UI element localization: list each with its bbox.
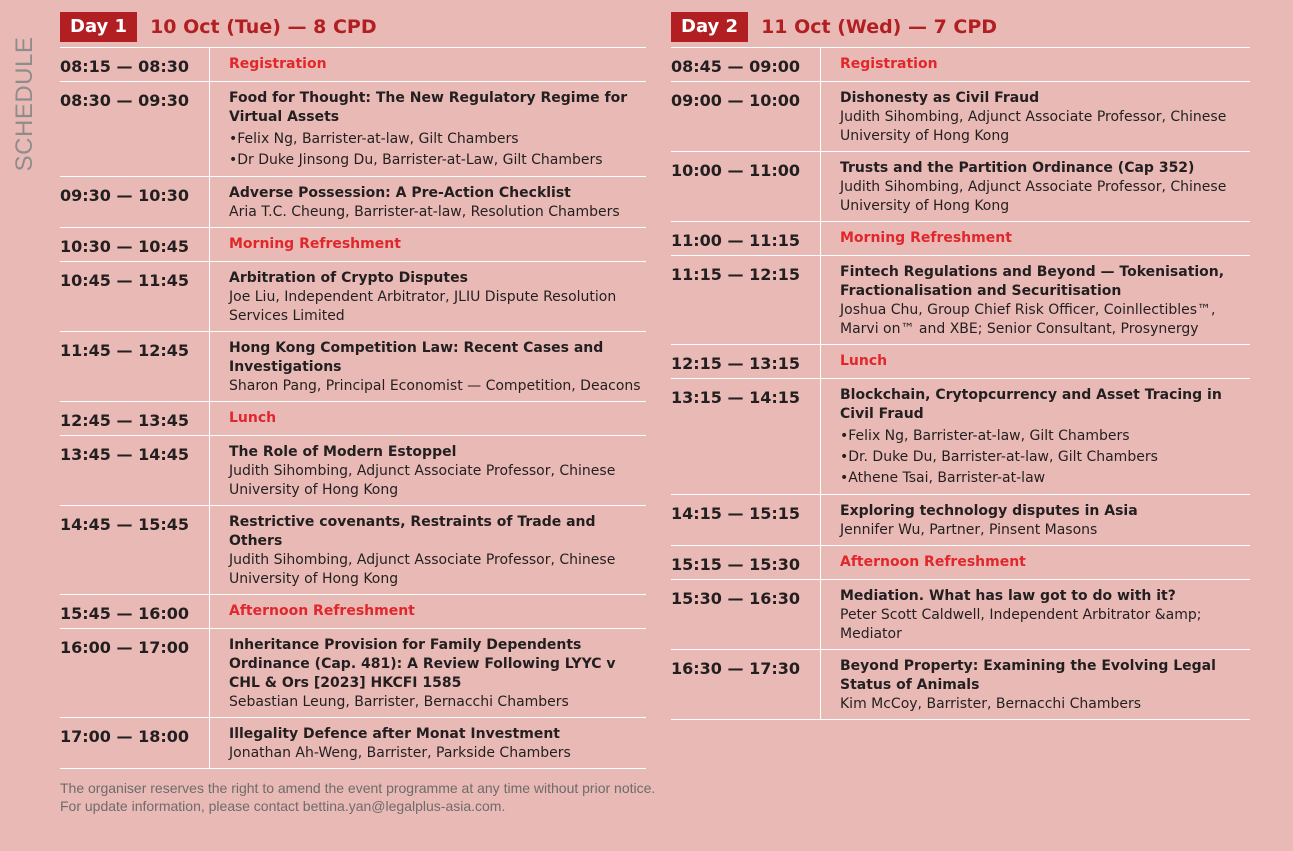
break-label: Afternoon Refreshment: [229, 603, 415, 619]
session-row: [60, 177, 646, 228]
session-title: Exploring technology disputes in Asia: [840, 503, 1138, 519]
session-time: 10:30 — 10:45: [60, 228, 210, 261]
break-label: Lunch: [229, 410, 277, 426]
session-content: [210, 629, 646, 717]
speaker-list-item: • Dr. Duke Du, Barrister-at-law, Gilt Chambers: [840, 447, 1250, 468]
break-row: [60, 402, 646, 436]
session-content: [210, 402, 646, 435]
session-content: [210, 82, 646, 176]
schedule-label-text: SCHEDULE: [11, 36, 38, 172]
session-row: [671, 580, 1250, 650]
session-row: [60, 332, 646, 402]
session-content: [821, 152, 1250, 221]
session-content: [210, 718, 646, 768]
session-time: 13:45 — 14:45: [60, 436, 210, 505]
break-label: Registration: [840, 56, 938, 72]
session-time: 08:15 — 08:30: [60, 48, 210, 81]
session-title: Hong Kong Competition Law: Recent Cases and Investigations: [229, 340, 604, 375]
session-time: 09:00 — 10:00: [671, 82, 821, 151]
day-1-schedule: [60, 47, 646, 769]
session-time: 14:15 — 15:15: [671, 495, 821, 545]
session-content: [821, 345, 1250, 378]
day-2-header: [671, 12, 1250, 42]
day-2-schedule: [671, 47, 1250, 720]
break-row: [60, 48, 646, 82]
session-title: Food for Thought: The New Regulatory Regime for Virtual Assets: [229, 90, 628, 125]
session-row: [60, 629, 646, 718]
day-1-header: [60, 12, 646, 42]
break-row: [671, 546, 1250, 580]
session-title: Fintech Regulations and Beyond — Tokenisation, Fractionalisation and Securitisation: [840, 264, 1225, 299]
session-row: [671, 495, 1250, 546]
session-title: Inheritance Provision for Family Dependents Ordinance (Cap. 481): A Review Following LYYC v CHL & Ors [2023] HKCFI 1585: [229, 637, 616, 691]
speaker-list: [229, 129, 646, 171]
speaker-list-item: • Felix Ng, Barrister-at-law, Gilt Chambers: [229, 129, 646, 150]
break-row: [671, 345, 1250, 379]
day-2-badge: Day 2: [671, 12, 748, 42]
break-label: Registration: [229, 56, 327, 72]
session-content: [821, 546, 1250, 579]
session-time: 10:00 — 11:00: [671, 152, 821, 221]
session-title: Mediation. What has law got to do with it?: [840, 588, 1176, 604]
session-content: [210, 228, 646, 261]
speaker-list: [840, 426, 1250, 489]
session-time: 15:30 — 16:30: [671, 580, 821, 649]
session-time: 15:45 — 16:00: [60, 595, 210, 628]
break-row: [671, 222, 1250, 256]
session-time: 16:00 — 17:00: [60, 629, 210, 717]
session-content: [821, 222, 1250, 255]
session-speaker: Judith Sihombing, Adjunct Associate Professor, Chinese University of Hong Kong: [840, 109, 1227, 144]
session-content: [821, 82, 1250, 151]
session-row: [671, 650, 1250, 720]
session-row: [60, 506, 646, 595]
session-content: [821, 256, 1250, 344]
session-content: [821, 495, 1250, 545]
session-title: Blockchain, Crytopcurrency and Asset Tracing in Civil Fraud: [840, 387, 1222, 422]
session-title: The Role of Modern Estoppel: [229, 444, 457, 460]
schedule-side-label: [10, 36, 40, 172]
session-row: [671, 82, 1250, 152]
session-time: 13:15 — 14:15: [671, 379, 821, 494]
session-time: 11:00 — 11:15: [671, 222, 821, 255]
session-content: [210, 262, 646, 331]
footer-note: [60, 779, 655, 815]
session-title: Restrictive covenants, Restraints of Trade and Others: [229, 514, 596, 549]
footer-disclaimer: The organiser reserves the right to amend the event programme at any time without prior notice.: [60, 780, 656, 796]
session-time: 17:00 — 18:00: [60, 718, 210, 768]
session-content: [210, 595, 646, 628]
session-speaker: Peter Scott Caldwell, Independent Arbitrator &amp; Mediator: [840, 607, 1202, 642]
session-row: [60, 82, 646, 177]
session-speaker: Jennifer Wu, Partner, Pinsent Masons: [840, 522, 1098, 538]
session-content: [821, 650, 1250, 719]
session-speaker: Joshua Chu, Group Chief Risk Officer, Coinllectibles™, Marvi on™ and XBE; Senior Consultant, Prosynergy: [840, 302, 1216, 337]
break-row: [60, 228, 646, 262]
session-speaker: Judith Sihombing, Adjunct Associate Professor, Chinese University of Hong Kong: [840, 179, 1227, 214]
session-content: [210, 506, 646, 594]
session-time: 11:45 — 12:45: [60, 332, 210, 401]
break-row: [60, 595, 646, 629]
session-content: [210, 332, 646, 401]
session-speaker: Joe Liu, Independent Arbitrator, JLIU Dispute Resolution Services Limited: [229, 289, 617, 324]
break-label: Afternoon Refreshment: [840, 554, 1026, 570]
session-row: [671, 379, 1250, 495]
day-2-title: 11 Oct (Wed) — 7 CPD: [761, 16, 998, 38]
session-title: Illegality Defence after Monat Investment: [229, 726, 560, 742]
session-speaker: Sebastian Leung, Barrister, Bernacchi Chambers: [229, 694, 569, 710]
session-title: Trusts and the Partition Ordinance (Cap 352): [840, 160, 1195, 176]
session-speaker: Sharon Pang, Principal Economist — Competition, Deacons: [229, 378, 641, 394]
speaker-list-item: • Athene Tsai, Barrister-at-law: [840, 468, 1250, 489]
session-content: [821, 580, 1250, 649]
session-speaker: Judith Sihombing, Adjunct Associate Professor, Chinese University of Hong Kong: [229, 463, 616, 498]
session-title: Beyond Property: Examining the Evolving Legal Status of Animals: [840, 658, 1216, 693]
session-row: [671, 256, 1250, 345]
break-label: Morning Refreshment: [840, 230, 1012, 246]
session-time: 16:30 — 17:30: [671, 650, 821, 719]
day-2-column: [671, 12, 1250, 720]
session-time: 08:30 — 09:30: [60, 82, 210, 176]
session-title: Adverse Possession: A Pre-Action Checklist: [229, 185, 571, 201]
session-row: [60, 436, 646, 506]
session-time: 09:30 — 10:30: [60, 177, 210, 227]
session-time: 12:45 — 13:45: [60, 402, 210, 435]
session-content: [821, 379, 1250, 494]
session-time: 14:45 — 15:45: [60, 506, 210, 594]
session-speaker: Kim McCoy, Barrister, Bernacchi Chambers: [840, 696, 1142, 712]
session-row: [60, 262, 646, 332]
day-1-column: [60, 12, 646, 769]
session-time: 15:15 — 15:30: [671, 546, 821, 579]
day-1-badge: Day 1: [60, 12, 137, 42]
session-time: 10:45 — 11:45: [60, 262, 210, 331]
session-time: 11:15 — 12:15: [671, 256, 821, 344]
break-label: Morning Refreshment: [229, 236, 401, 252]
session-speaker: Aria T.C. Cheung, Barrister-at-law, Resolution Chambers: [229, 204, 620, 220]
session-title: Dishonesty as Civil Fraud: [840, 90, 1040, 106]
break-label: Lunch: [840, 353, 888, 369]
session-title: Arbitration of Crypto Disputes: [229, 270, 468, 286]
session-speaker: Jonathan Ah-Weng, Barrister, Parkside Chambers: [229, 745, 571, 761]
session-content: [821, 48, 1250, 81]
session-content: [210, 177, 646, 227]
speaker-list-item: • Felix Ng, Barrister-at-law, Gilt Chambers: [840, 426, 1250, 447]
session-speaker: Judith Sihombing, Adjunct Associate Professor, Chinese University of Hong Kong: [229, 552, 616, 587]
speaker-list-item: • Dr Duke Jinsong Du, Barrister-at-Law, Gilt Chambers: [229, 150, 646, 171]
session-content: [210, 436, 646, 505]
session-content: [210, 48, 646, 81]
day-1-title: 10 Oct (Tue) — 8 CPD: [150, 16, 377, 38]
session-time: 08:45 — 09:00: [671, 48, 821, 81]
session-time: 12:15 — 13:15: [671, 345, 821, 378]
footer-contact: For update information, please contact bettina.yan@legalplus-asia.com.: [60, 798, 506, 814]
session-row: [671, 152, 1250, 222]
break-row: [671, 48, 1250, 82]
session-row: [60, 718, 646, 769]
